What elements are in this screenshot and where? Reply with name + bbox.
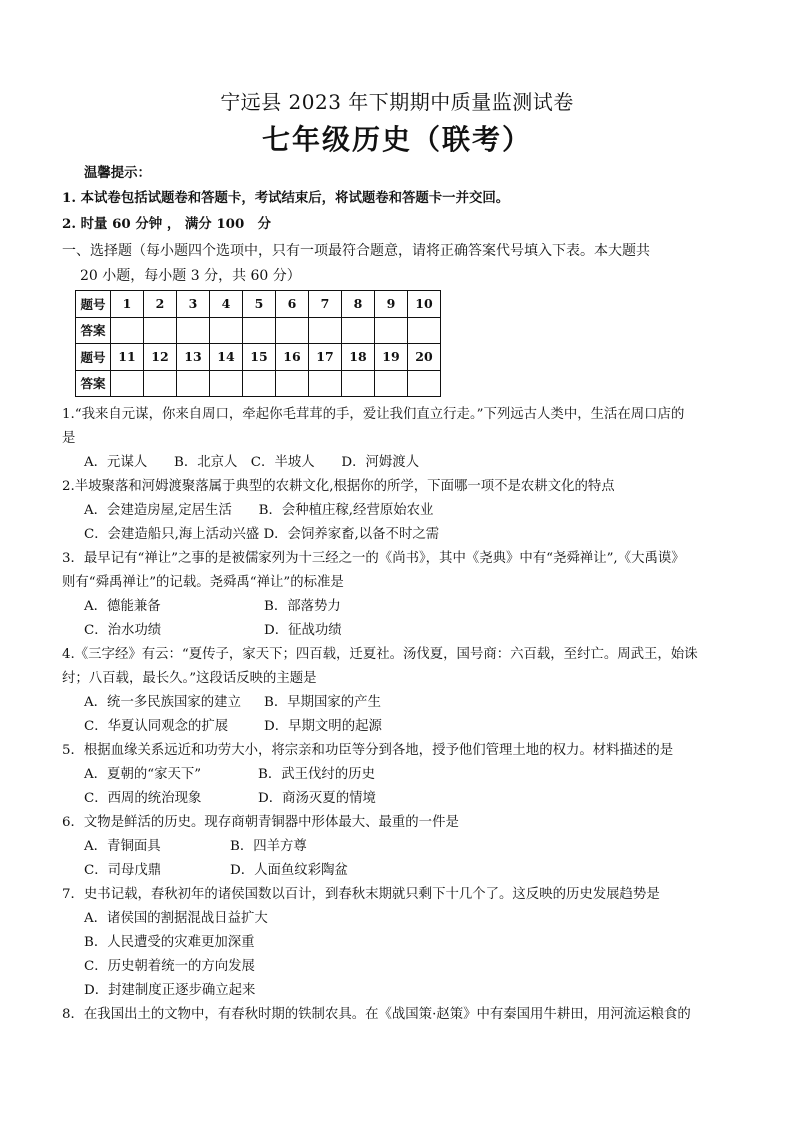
question-number: 17 xyxy=(309,344,342,371)
question-number: 2 xyxy=(144,291,177,318)
question-5-option-d: D．商汤灭夏的情境 xyxy=(258,791,376,806)
question-number: 13 xyxy=(177,344,210,371)
answer-cell[interactable] xyxy=(276,317,309,344)
question-number: 7 xyxy=(309,291,342,318)
question-number: 10 xyxy=(408,291,441,318)
table-row xyxy=(76,370,441,397)
table-header-cell: 题号 xyxy=(76,344,111,371)
question-8-stem: 8．在我国出土的文物中，有春秋时期的铁制农具。在《战国策·赵策》中有秦国用牛耕田，用河流运粮食的 xyxy=(62,1007,691,1022)
question-7-option-d: D．封建制度正逐步确立起来 xyxy=(84,983,256,998)
table-row xyxy=(76,291,441,318)
answer-cell[interactable] xyxy=(375,317,408,344)
question-6-option-c: C．司母戊鼎 xyxy=(84,863,162,878)
question-number: 12 xyxy=(144,344,177,371)
question-2-options-cd: C．会建造船只,海上活动兴盛 D．会饲养家畜,以备不时之需 xyxy=(84,527,440,542)
question-number: 15 xyxy=(243,344,276,371)
question-6-option-b: B．四羊方尊 xyxy=(230,839,307,854)
question-6-stem: 6．文物是鲜活的历史。现存商朝青铜器中形体最大、最重的一件是 xyxy=(62,815,459,830)
table-row xyxy=(76,317,441,344)
question-2-stem: 2.半坡聚落和河姆渡聚落属于典型的农耕文化,根据你的所学，下面哪一项不是农耕文化的特点 xyxy=(62,479,615,494)
answer-table xyxy=(75,290,441,397)
table-header-cell: 答案 xyxy=(76,317,111,344)
question-number: 1 xyxy=(111,291,144,318)
exam-subtitle: 七年级历史（联考） xyxy=(261,123,532,156)
question-4-option-c: C．华夏认同观念的扩展 xyxy=(84,719,229,734)
exam-title: 宁远县 2023 年下期期中质量监测试卷 xyxy=(220,90,574,114)
question-4-option-d: D．早期文明的起源 xyxy=(264,719,382,734)
question-4-stem: 4.《三字经》有云：“夏传子，家天下；四百载，迁夏社。汤伐夏，国号商：六百载，至纣亡。周武王，始诛 xyxy=(62,647,698,662)
answer-cell[interactable] xyxy=(210,370,243,397)
answer-cell[interactable] xyxy=(375,370,408,397)
question-number: 9 xyxy=(375,291,408,318)
question-1-options: A．元谋人 B．北京人 C．半坡人 D．河姆渡人 xyxy=(84,455,420,470)
table-header-cell: 答案 xyxy=(76,370,111,397)
question-7-option-b: B．人民遭受的灾难更加深重 xyxy=(84,935,255,950)
question-1-stem: 1.“我来自元谋，你来自周口，牵起你毛茸茸的手，爱让我们直立行走。”下列远古人类中，生活在周口店的 xyxy=(62,407,685,422)
answer-cell[interactable] xyxy=(111,317,144,344)
question-number: 14 xyxy=(210,344,243,371)
answer-cell[interactable] xyxy=(111,370,144,397)
question-number: 16 xyxy=(276,344,309,371)
table-header-cell: 题号 xyxy=(76,291,111,318)
answer-cell[interactable] xyxy=(210,317,243,344)
question-7-option-c: C．历史朝着统一的方向发展 xyxy=(84,959,255,974)
question-3-stem: 3．最早记有“禅让”之事的是被儒家列为十三经之一的《尚书》，其中《尧典》中有“尧舜禅让”,《大禹谟》 xyxy=(62,551,685,566)
question-4-option-a: A．统一多民族国家的建立 xyxy=(84,695,241,710)
section-1-instructions-cont: 20 小题，每小题 3 分，共 60 分） xyxy=(80,268,301,284)
answer-cell[interactable] xyxy=(342,370,375,397)
question-2-options-ab: A．会建造房屋,定居生活 B．会种植庄稼,经营原始农业 xyxy=(84,503,434,518)
answer-cell[interactable] xyxy=(309,370,342,397)
question-number: 6 xyxy=(276,291,309,318)
answer-cell[interactable] xyxy=(243,317,276,344)
question-5-option-a: A．夏朝的“家天下” xyxy=(84,767,202,782)
question-number: 3 xyxy=(177,291,210,318)
answer-cell[interactable] xyxy=(276,370,309,397)
question-3-option-d: D．征战功绩 xyxy=(264,623,342,638)
answer-cell[interactable] xyxy=(408,370,441,397)
question-3-stem-cont: 则有“舜禹禅让”的记载。尧舜禹“禅让”的标准是 xyxy=(62,575,344,590)
question-1-stem-cont: 是 xyxy=(62,431,76,446)
notice-heading: 温馨提示： xyxy=(84,165,151,181)
question-6-option-d: D．人面鱼纹彩陶盆 xyxy=(230,863,348,878)
question-3-option-a: A．德能兼备 xyxy=(84,599,161,614)
question-7-option-a: A．诸侯国的割据混战日益扩大 xyxy=(84,911,268,926)
answer-cell[interactable] xyxy=(177,317,210,344)
answer-cell[interactable] xyxy=(342,317,375,344)
question-3-option-c: C．治水功绩 xyxy=(84,623,162,638)
question-5-stem: 5．根据血缘关系远近和功劳大小，将宗亲和功臣等分到各地，授予他们管理土地的权力。材料描述的是 xyxy=(62,743,674,758)
question-5-option-b: B．武王伐纣的历史 xyxy=(258,767,375,782)
answer-cell[interactable] xyxy=(243,370,276,397)
notice-item-2: 2. 时量 60 分钟 ， 满分 100 分 xyxy=(62,216,272,232)
question-number: 4 xyxy=(210,291,243,318)
question-number: 20 xyxy=(408,344,441,371)
answer-cell[interactable] xyxy=(144,370,177,397)
answer-cell[interactable] xyxy=(309,317,342,344)
answer-cell[interactable] xyxy=(408,317,441,344)
question-4-option-b: B．早期国家的产生 xyxy=(264,695,381,710)
question-number: 8 xyxy=(342,291,375,318)
question-7-stem: 7．史书记载，春秋初年的诸侯国数以百计，到春秋末期就只剩下十几个了。这反映的历史发展趋势是 xyxy=(62,887,660,902)
question-number: 18 xyxy=(342,344,375,371)
section-1-instructions: 一、选择题（每小题四个选项中，只有一项最符合题意，请将正确答案代号填入下表。本大题共 xyxy=(62,243,650,259)
question-6-option-a: A．青铜面具 xyxy=(84,839,161,854)
table-row xyxy=(76,344,441,371)
question-3-option-b: B．部落势力 xyxy=(264,599,341,614)
question-4-stem-cont: 纣；八百载，最长久。”这段话反映的主题是 xyxy=(62,671,317,686)
question-number: 11 xyxy=(111,344,144,371)
question-number: 19 xyxy=(375,344,408,371)
notice-item-1: 1. 本试卷包括试题卷和答题卡，考试结束后，将试题卷和答题卡一并交回。 xyxy=(62,190,510,206)
answer-cell[interactable] xyxy=(144,317,177,344)
question-number: 5 xyxy=(243,291,276,318)
question-5-option-c: C．西周的统治现象 xyxy=(84,791,202,806)
answer-cell[interactable] xyxy=(177,370,210,397)
